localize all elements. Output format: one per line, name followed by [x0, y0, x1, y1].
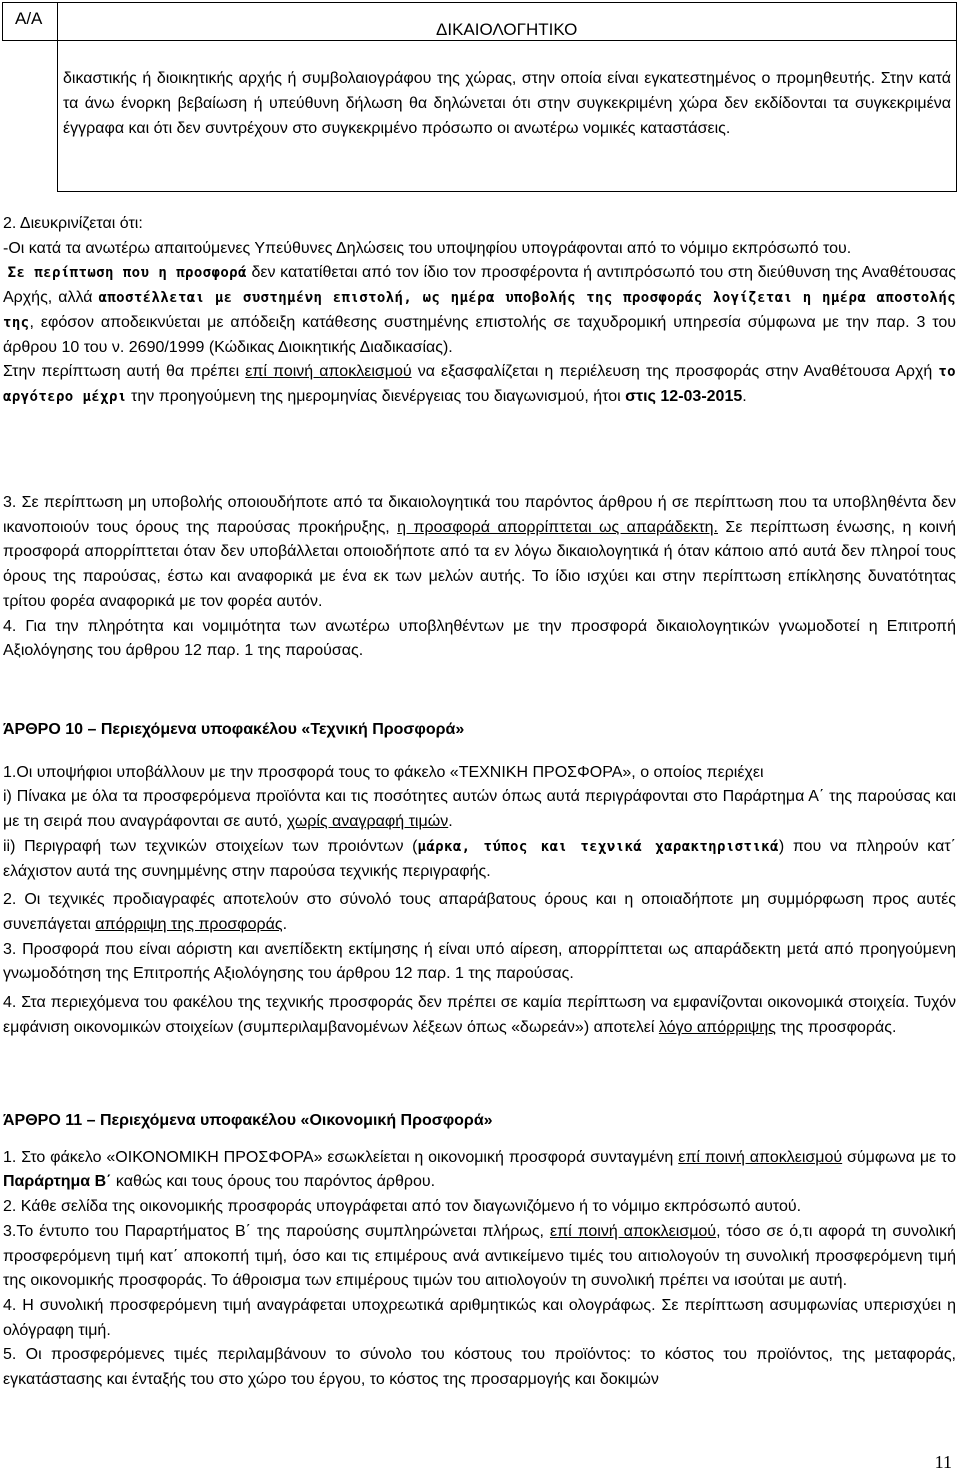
text-run: 4. Στα περιεχόμενα του φακέλου της τεχνικής προσφοράς δεν πρέπει σε καμία περίπτωση να εμφανίζονται οικονομικά στοιχεία. Τυχόν εμφάνιση οικονομικών στοιχείων (συμπεριλαμβανομένων λέξεων όπως «δωρεάν») αποτελεί: [3, 994, 956, 1036]
article-11-p2: 2. Κάθε σελίδα της οικονομικής προσφοράς υπογράφεται από τον διαγωνιζόμενο ή το νόμιμο εκπρόσωπό αυτού.: [3, 1198, 802, 1216]
section-2-paragraph-2: [3, 261, 956, 360]
article-10-p2: [3, 888, 956, 937]
underlined-phrase: επί ποινή αποκλεισμού: [549, 1222, 717, 1240]
text-run: Στην περίπτωση αυτή θα πρέπει: [3, 363, 246, 381]
article-11-p1: [3, 1146, 956, 1195]
text-run: την προηγούμενη της ημερομηνίας διενέργειας του διαγωνισμού, ήτοι: [126, 387, 626, 405]
text-run: Σε περίπτωση ένωσης, η κοινή προσφορά απορρίπτεται όταν δεν υποβάλλεται οποιοδήποτε από τα εν λόγω δικαιολογητικά ή όταν κάποιο από αυτά δεν πληροί τους όρους της παρούσας, έστω και αναφορικά με ένα εκ των μελών αυτής. Το ίδιο ισχύει και στην περίπτωση επίκλησης δυνατότητας τρίτου φορέα αναφορικά με τον φορέα αυτόν.: [3, 518, 956, 610]
bold-phrase: Παράρτημα Β΄: [3, 1173, 112, 1191]
title-header-cell: [57, 2, 957, 41]
article-10-p3: 3. Προσφορά που είναι αόριστη και ανεπίδεκτη εκτίμησης ή είναι υπό αίρεση, απορρίπτεται ως απαράδεκτη μετά από προηγούμενη γνωμοδότηση της Επιτροπής Αξιολόγησης του άρθρου 12 παρ. 1 της παρούσας.: [3, 940, 956, 983]
article-11-p3: [3, 1220, 956, 1294]
article-10-p1-ii: [3, 835, 956, 884]
underlined-phrase: επί ποινή αποκλεισμού: [678, 1148, 843, 1166]
section-2-line1: -Οι κατά τα ανωτέρω απαιτούμενες Υπεύθυνες Δηλώσεις του υποψηφίου υπογράφονται από το νόμιμο εκπρόσωπό του.: [3, 239, 852, 257]
section-4-paragraph: 4. Για την πληρότητα και νομιμότητα των ανωτέρω υποβληθέντων με την προσφορά δικαιολογητικών γνωμοδοτεί η Επιτροπή Αξιολόγησης του άρθρου 12 παρ. 1 της παρούσας.: [3, 617, 956, 660]
section-3-paragraph: [3, 491, 956, 615]
bold-phrase: αποστέλλεται με συστημένη επιστολή, ως ημέρα υποβολής της προσφοράς λογίζεται η ημέρα αποστολής της: [3, 290, 957, 331]
section-2-title: 2. Διευκρινίζεται ότι:: [3, 215, 143, 232]
underlined-phrase: επί ποινή αποκλεισμού: [245, 363, 412, 381]
aa-header-cell: [2, 2, 58, 41]
header-title: ΔΙΚΑΙΟΛΟΓΗΤΙΚΟ: [436, 20, 578, 39]
underlined-phrase: λόγο απόρριψης: [658, 1018, 776, 1036]
bold-phrase: στις 12-03-2015: [625, 387, 743, 405]
article-10-p4: [3, 991, 956, 1040]
text-run: 1. Στο φάκελο «ΟΙΚΟΝΟΜΙΚΗ ΠΡΟΣΦΟΡΑ» εσωκλείεται η οικονομική προσφορά συνταγμένη: [3, 1148, 679, 1166]
text-run: σύμφωνα με το: [842, 1148, 957, 1166]
bold-phrase: Σε περίπτωση που η προσφορά: [7, 265, 247, 282]
text-run: , τόσο σε ό,τι αφορά τη συνολική προσφερόμενη τιμή κατ΄ αποκοπή τιμή, όσο και τις επιμέρους ανά αντικείμενο τιμές του αιτιολογούν τη συνολική προσφερόμενη τιμή της οικονομικής προσφοράς. Το άθροισμα των επιμέρους τιμών του αιτιολογούν τη συνολική πρέπει να ισούται με αυτή.: [3, 1222, 957, 1290]
text-run: καθώς και τους όρους του παρόντος άρθρου.: [111, 1173, 436, 1191]
underlined-phrase: χωρίς αναγραφή τιμών: [286, 813, 449, 831]
text-run: δεν κατατίθεται από τον ίδιο τον προσφέροντα ή αντιπρόσωπό του στη διεύθυνση της Αναθέτουσας Αρχής, αλλά: [3, 264, 957, 307]
text-run: της προσφοράς.: [775, 1018, 897, 1036]
text-run: ) που να πληρούν κατ΄ ελάχιστον αυτά της συνημμένης στην παρούσα τεχνικής περιγραφής.: [3, 837, 956, 880]
text-run: .: [742, 387, 747, 405]
underlined-phrase: απόρριψη της προσφοράς: [95, 915, 283, 933]
article-11-heading: ΆΡΘΡΟ 11 – Περιεχόμενα υποφακέλου «Οικονομική Προσφορά»: [3, 1112, 493, 1129]
article-10-p1: 1.Οι υποψήφιοι υποβάλλουν με την προσφορά τους το φάκελο «ΤΕΧΝΙΚΗ ΠΡΟΣΦΟΡΑ», ο οποίος περιέχει: [3, 763, 764, 781]
article-10-heading: ΆΡΘΡΟ 10 – Περιεχόμενα υποφακέλου «Τεχνική Προσφορά»: [3, 721, 465, 738]
bold-phrase: το αργότερο μέχρι: [3, 364, 957, 405]
section-2-paragraph-3: [3, 360, 956, 409]
text-run: 3.Το έντυπο του Παραρτήματος Β΄ της παρούσης συμπληρώνεται πλήρως,: [3, 1222, 550, 1240]
bold-phrase: μάρκα, τύπος και τεχνικά χαρακτηριστικά: [417, 838, 779, 855]
aa-label: Α/Α: [15, 9, 43, 28]
underlined-phrase: η προσφορά απορρίπτεται ως απαράδεκτη.: [397, 518, 718, 536]
page-number: 11: [934, 1452, 952, 1472]
text-run: i) Πίνακα με όλα τα προσφερόμενα προϊόντα και τις ποσότητες αυτών όπως αυτά περιγράφονται στο Παράρτημα Α΄ της παρούσας και με τη σειρά που αναγράφονται σε αυτό,: [3, 788, 956, 831]
article-10-p1-i: [3, 785, 956, 834]
article-11-p5: 5. Οι προσφερόμενες τιμές περιλαμβάνουν το σύνολο του κόστους του προϊόντος: το κόστος του προϊόντος, της μεταφοράς, εγκατάστασης και ένταξής του στο χώρο του έργου, το κόστος της προσαρμογής και δοκιμών: [3, 1346, 956, 1389]
top-cell-text: δικαστικής ή διοικητικής αρχής ή συμβολαιογράφου της χώρας, στην οποία είναι εγκατεστημένος ο προμηθευτής. Στην κατά τα άνω ένορκη βεβαίωση ή υπεύθυνη δήλωση θα δηλώνεται ότι στην συγκεκριμένη χώρα δεν εκδίδονται τα συγκεκριμένα έγγραφα και ότι δεν συντρέχουν στο συγκεκριμένο πρόσωπο οι ανωτέρω νομικές καταστάσεις.: [63, 70, 951, 137]
text-run: να εξασφαλίζεται η περιέλευση της προσφοράς στην Αναθέτουσα Αρχή: [411, 363, 939, 381]
section-2: [3, 212, 956, 410]
article-11-p4: 4. Η συνολική προσφερόμενη τιμή αναγράφεται υποχρεωτικά αριθμητικώς και ολογράφως. Σε περίπτωση ασυμφωνίας υπερισχύει η ολόγραφη τιμή.: [3, 1296, 956, 1339]
text-run: 3. Σε περίπτωση μη υποβολής οποιουδήποτε από τα δικαιολογητικά του παρόντος άρθρου ή σε περίπτωση που τα υποβληθέντα δεν ικανοποιούν τους όρους της παρούσας προκήρυξης,: [3, 494, 956, 536]
text-run: , εφόσον αποδεικνύεται με απόδειξη κατάθεσης συστημένης επιστολής σε ταχυδρομική υπηρεσία σύμφωνα με την παρ. 3 του άρθρου 10 του ν. 2690/1999 (Κώδικας Διοικητικής Διαδικασίας).: [3, 313, 956, 356]
text-run: 2. Οι τεχνικές προδιαγραφές αποτελούν στο σύνολό τους απαράβατους όρους και η οποιαδήποτε μη συμμόρφωση προς αυτές συνεπάγεται: [3, 891, 956, 933]
text-run: .: [282, 915, 288, 933]
top-table-cell: [57, 40, 957, 192]
text-run: ii) Περιγραφή των τεχνικών στοιχείων των προιόντων (: [3, 837, 418, 855]
text-run: .: [448, 813, 453, 831]
article-10: [3, 718, 956, 1040]
article-11: [3, 1109, 956, 1393]
section-3: [3, 491, 956, 664]
